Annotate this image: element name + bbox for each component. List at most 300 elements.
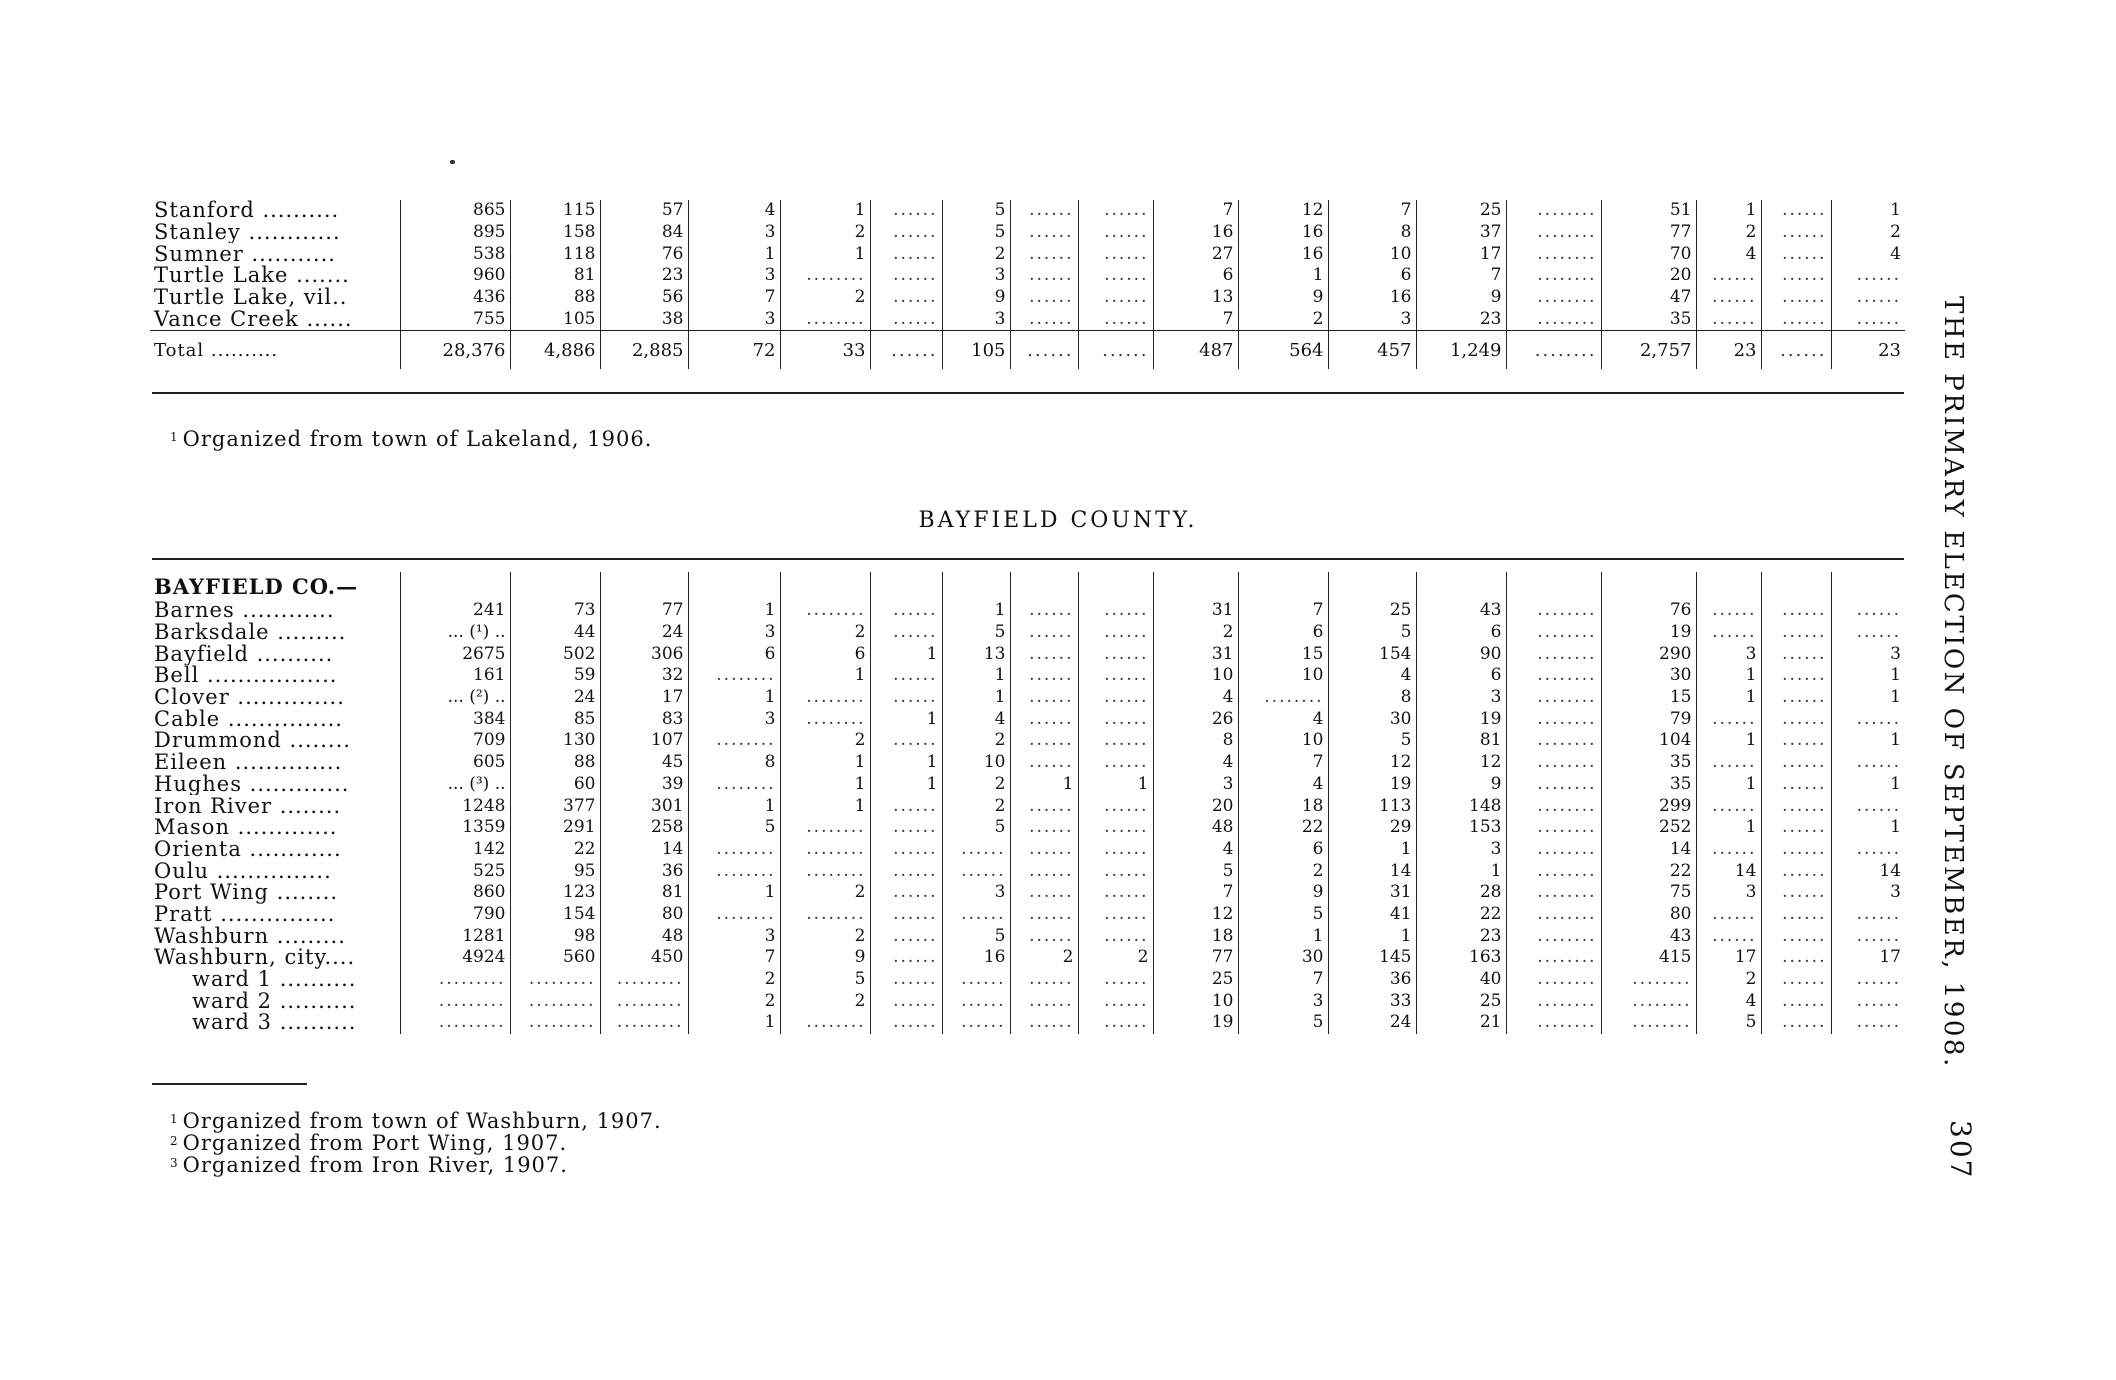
table-cell: 7: [1153, 200, 1238, 222]
table-cell: ......: [870, 600, 942, 622]
table-cell: 3: [1416, 839, 1506, 861]
table-cell: ......: [870, 730, 942, 752]
table-cell: 1: [688, 687, 780, 709]
table-cell: ......: [942, 990, 1010, 1012]
table-cell: 5: [1153, 860, 1238, 882]
table-row: [150, 687, 1905, 709]
table-cell: 28,376: [400, 331, 510, 370]
table-cell: ......: [1010, 925, 1078, 947]
table-cell: 81: [510, 265, 600, 287]
table-cell: ......: [1761, 243, 1831, 265]
row-label: Vance Creek ......: [150, 308, 400, 330]
table-cell: ......: [1010, 643, 1078, 665]
table-cell: 3: [942, 308, 1010, 330]
table-cell: 8: [1153, 730, 1238, 752]
table-cell: ........: [1506, 947, 1601, 969]
table-cell: 10: [1153, 990, 1238, 1012]
footnote-mark: 1: [170, 430, 179, 444]
table-cell: 14: [1328, 860, 1416, 882]
table-cell: 1: [1696, 665, 1761, 687]
table-cell: ......: [1010, 308, 1078, 330]
table-cell: 23: [1416, 308, 1506, 330]
table-cell: ......: [1078, 687, 1153, 709]
table-cell: 145: [1328, 947, 1416, 969]
table-cell: 2: [1238, 308, 1328, 330]
table-cell: 299: [1601, 795, 1696, 817]
table-cell: 3: [1416, 687, 1506, 709]
table-cell: 450: [600, 947, 688, 969]
table-cell: 1: [942, 665, 1010, 687]
table-row: [150, 643, 1905, 665]
table-cell: ......: [870, 200, 942, 222]
table-cell: 22: [1416, 904, 1506, 926]
table-cell: ......: [1761, 200, 1831, 222]
blank-cell: [870, 572, 942, 600]
row-label: Mason .............: [150, 817, 400, 839]
table-row: [150, 882, 1905, 904]
table-cell: 21: [1416, 1012, 1506, 1034]
table-cell: 7: [1153, 308, 1238, 330]
table-row: [150, 969, 1905, 991]
table-cell: 258: [600, 817, 688, 839]
table-row: [150, 287, 1905, 309]
table-cell: ... (¹) ..: [400, 622, 510, 644]
table-cell: 2: [780, 622, 870, 644]
bayfield-table-top-rule: [152, 558, 1904, 560]
table-cell: ......: [1761, 969, 1831, 991]
table-cell: ......: [1696, 904, 1761, 926]
table-cell: .........: [510, 969, 600, 991]
table-cell: 8: [1328, 222, 1416, 244]
table-cell: ......: [1856, 600, 1901, 621]
table-cell: ......: [1761, 839, 1831, 861]
row-label: Total ..........: [150, 331, 400, 370]
table-cell: 161: [400, 665, 510, 687]
table-cell: ......: [1078, 860, 1153, 882]
table-cell: 1: [1890, 773, 1901, 794]
table-cell: ......: [870, 839, 942, 861]
table-cell: 130: [510, 730, 600, 752]
table-cell: 3: [1696, 882, 1761, 904]
blank-cell: [600, 572, 688, 600]
table-cell: 2: [1696, 222, 1761, 244]
table-cell: 95: [510, 860, 600, 882]
table-cell: 17: [1879, 947, 1901, 968]
table-cell: 1: [780, 752, 870, 774]
table-cell: ........: [1506, 730, 1601, 752]
table-cell: ........: [688, 839, 780, 861]
table-cell: ........: [1506, 308, 1601, 330]
table-cell: 23: [1416, 925, 1506, 947]
table-cell: 77: [1601, 222, 1696, 244]
table-cell: ......: [870, 331, 942, 370]
row-label: Bell .................: [150, 665, 400, 687]
table-cell: ......: [1078, 643, 1153, 665]
footnote: [170, 1152, 568, 1176]
table-cell: 6: [1153, 265, 1238, 287]
table-cell: 5: [942, 925, 1010, 947]
table-cell: ......: [1856, 752, 1901, 773]
table-cell: ........: [1506, 222, 1601, 244]
table-cell: ........: [1506, 904, 1601, 926]
table-cell: ......: [1761, 665, 1831, 687]
blank-cell: [400, 572, 510, 600]
table-cell: 15: [1601, 687, 1696, 709]
row-label: Washburn, city....: [150, 947, 400, 969]
table-cell: 4: [1696, 243, 1761, 265]
table-cell: ......: [870, 308, 942, 330]
table-cell: ......: [1696, 622, 1761, 644]
table-cell: ......: [1696, 600, 1761, 622]
table-cell: 154: [1328, 643, 1416, 665]
table-cell: 1: [688, 882, 780, 904]
table-cell: 19: [1416, 708, 1506, 730]
table-row: [150, 904, 1905, 926]
table-cell: 23: [600, 265, 688, 287]
table-cell: 4: [1696, 990, 1761, 1012]
table-cell: ......: [1856, 838, 1901, 859]
table-cell: 30: [1238, 947, 1328, 969]
table-cell: ......: [1010, 600, 1078, 622]
table-cell: ......: [870, 904, 942, 926]
table-cell: 3: [1238, 990, 1328, 1012]
table-cell: 1: [1890, 730, 1901, 751]
table-cell: 1: [780, 200, 870, 222]
table-cell: 5: [1696, 1012, 1761, 1034]
table-cell: 4: [1153, 687, 1238, 709]
table-cell: 3: [688, 222, 780, 244]
table-cell: 10: [942, 752, 1010, 774]
table-cell: 5: [1328, 622, 1416, 644]
table-cell: ......: [1078, 600, 1153, 622]
row-label: Drummond ........: [150, 730, 400, 752]
table-cell: ......: [1761, 774, 1831, 796]
table-cell: ......: [1078, 308, 1153, 330]
table-cell: ........: [1506, 752, 1601, 774]
table-cell: 1: [780, 774, 870, 796]
table-cell: 3: [1696, 643, 1761, 665]
table-cell: 14: [1696, 860, 1761, 882]
table-cell: 158: [510, 222, 600, 244]
table-cell: 6: [688, 643, 780, 665]
table-cell: 123: [510, 882, 600, 904]
table-cell: 7: [1416, 265, 1506, 287]
table-cell: 47: [1601, 287, 1696, 309]
table-cell: ........: [1506, 643, 1601, 665]
table-cell: 16: [1328, 287, 1416, 309]
table-cell: ........: [1506, 665, 1601, 687]
table-cell: 2: [1010, 947, 1078, 969]
table-cell: 44: [510, 622, 600, 644]
footnote-mark: 3: [170, 1156, 179, 1170]
table-cell: ......: [870, 882, 942, 904]
table-cell: ......: [1010, 687, 1078, 709]
blank-cell: [1328, 572, 1416, 600]
table-cell: ........: [780, 817, 870, 839]
table-cell: 457: [1328, 331, 1416, 370]
table-cell: ......: [1078, 200, 1153, 222]
table-cell: ......: [870, 947, 942, 969]
table-cell: ......: [870, 622, 942, 644]
table-cell: 56: [600, 287, 688, 309]
table-cell: ........: [688, 730, 780, 752]
blank-cell: [942, 572, 1010, 600]
table-cell: 22: [1601, 860, 1696, 882]
table-cell: 1: [780, 243, 870, 265]
table-cell: ......: [870, 243, 942, 265]
table-row: [150, 925, 1905, 947]
table-cell: 1: [1696, 817, 1761, 839]
table-row: [150, 752, 1905, 774]
table-cell: ......: [1696, 308, 1761, 330]
table-cell: 6: [780, 643, 870, 665]
table-cell: ......: [1078, 904, 1153, 926]
table-cell: 5: [780, 969, 870, 991]
table-cell: ........: [780, 265, 870, 287]
table-cell: 17: [1416, 243, 1506, 265]
table-cell: 9: [1238, 287, 1328, 309]
table-cell: 1: [688, 243, 780, 265]
table-cell: 24: [600, 622, 688, 644]
table-cell: 1: [942, 600, 1010, 622]
table-cell: 25: [1416, 990, 1506, 1012]
footnote-text: Organized from Port Wing, 1907.: [182, 1131, 568, 1155]
blank-cell: [1696, 572, 1761, 600]
table-cell: 1: [1328, 839, 1416, 861]
table-cell: 45: [600, 752, 688, 774]
table-cell: 23: [1696, 331, 1761, 370]
table-cell: 38: [600, 308, 688, 330]
table-cell: ......: [870, 687, 942, 709]
table-cell: 9: [1416, 287, 1506, 309]
table-row: [150, 200, 1905, 222]
table-cell: ......: [1010, 1012, 1078, 1034]
table-row: [150, 622, 1905, 644]
table-cell: ......: [1856, 308, 1901, 329]
table-cell: 2,757: [1601, 331, 1696, 370]
table-cell: 85: [510, 708, 600, 730]
row-label: Washburn .........: [150, 925, 400, 947]
table-cell: ......: [1010, 904, 1078, 926]
county-heading: BAYFIELD CO.—: [150, 572, 400, 600]
table-row: [150, 265, 1905, 287]
table-cell: 564: [1238, 331, 1328, 370]
table-cell: 77: [1153, 947, 1238, 969]
table-cell: 12: [1238, 200, 1328, 222]
table-cell: ......: [1761, 990, 1831, 1012]
row-label: Bayfield ..........: [150, 643, 400, 665]
blank-cell: [1416, 572, 1506, 600]
table-cell: 57: [600, 200, 688, 222]
table-cell: 70: [1601, 243, 1696, 265]
table-cell: ......: [1010, 817, 1078, 839]
table-cell: 2: [688, 969, 780, 991]
table-cell: 1,249: [1416, 331, 1506, 370]
footnote-mark: 2: [170, 1134, 179, 1148]
table-cell: ......: [1761, 708, 1831, 730]
table-cell: 18: [1153, 925, 1238, 947]
table-cell: 19: [1328, 774, 1416, 796]
table-cell: 2: [688, 990, 780, 1012]
table-cell: 20: [1153, 795, 1238, 817]
row-label: Turtle Lake .......: [150, 265, 400, 287]
table-cell: 1281: [400, 925, 510, 947]
table-cell: 29: [1328, 817, 1416, 839]
table-cell: ........: [1506, 795, 1601, 817]
table-cell: ........: [780, 308, 870, 330]
table-cell: 43: [1601, 925, 1696, 947]
table-cell: ......: [1761, 308, 1831, 330]
table-cell: ......: [1078, 222, 1153, 244]
table-cell: 73: [510, 600, 600, 622]
table-cell: 1: [1696, 774, 1761, 796]
table-cell: ......: [1761, 947, 1831, 969]
table-cell: 2: [942, 774, 1010, 796]
table-cell: ........: [1506, 622, 1601, 644]
table-cell: 48: [600, 925, 688, 947]
table-cell: 3: [1328, 308, 1416, 330]
table-cell: ......: [1761, 287, 1831, 309]
table-cell: ......: [1078, 839, 1153, 861]
table-cell: 895: [400, 222, 510, 244]
table-cell: 1: [942, 687, 1010, 709]
table-cell: 2: [780, 882, 870, 904]
table-cell: 59: [510, 665, 600, 687]
table-cell: 10: [1238, 665, 1328, 687]
table-cell: 755: [400, 308, 510, 330]
footnote-text: Organized from town of Lakeland, 1906.: [182, 427, 653, 451]
table-cell: 14: [1601, 839, 1696, 861]
table-cell: 4: [1890, 243, 1901, 264]
table-cell: ......: [870, 287, 942, 309]
table-cell: 9: [1238, 882, 1328, 904]
table-cell: 39: [600, 774, 688, 796]
blank-cell: [1831, 572, 1905, 600]
table-cell: 3: [942, 882, 1010, 904]
table-cell: ......: [942, 969, 1010, 991]
table-cell: 80: [600, 904, 688, 926]
table-cell: 88: [510, 287, 600, 309]
table-cell: 22: [1238, 817, 1328, 839]
table-cell: .........: [600, 1012, 688, 1034]
row-label: Barnes ............: [150, 600, 400, 622]
table-cell: 35: [1601, 308, 1696, 330]
county-heading-row: [150, 572, 1905, 600]
table-cell: 33: [780, 331, 870, 370]
table-cell: ......: [1078, 969, 1153, 991]
row-label: Sumner ...........: [150, 243, 400, 265]
table-cell: 4: [1328, 665, 1416, 687]
running-title: THE PRIMARY ELECTION OF SEPTEMBER, 1908.: [1938, 296, 1968, 1069]
table-cell: 24: [510, 687, 600, 709]
table-cell: .........: [400, 1012, 510, 1034]
table-cell: 1: [1328, 925, 1416, 947]
table-row: [150, 730, 1905, 752]
table-cell: ........: [1506, 860, 1601, 882]
table-cell: ......: [1078, 265, 1153, 287]
table-cell: 35: [1601, 752, 1696, 774]
table-cell: 3: [688, 925, 780, 947]
table-row: [150, 308, 1905, 330]
table-cell: 5: [942, 222, 1010, 244]
table-cell: 1: [870, 774, 942, 796]
table-cell: 5: [942, 817, 1010, 839]
table-cell: ......: [1696, 925, 1761, 947]
table-cell: ......: [1761, 817, 1831, 839]
table-cell: 142: [400, 839, 510, 861]
table-cell: 3: [688, 265, 780, 287]
row-label: Oulu ...............: [150, 860, 400, 882]
table-cell: 75: [1601, 882, 1696, 904]
table-cell: 105: [510, 308, 600, 330]
blank-cell: [1506, 572, 1601, 600]
row-label: Turtle Lake, vil..: [150, 287, 400, 309]
top-election-table: [150, 200, 1905, 369]
table-cell: ......: [1856, 795, 1901, 816]
table-cell: 1: [1890, 687, 1901, 708]
table-cell: 31: [1328, 882, 1416, 904]
table-cell: 3: [688, 308, 780, 330]
table-row: [150, 817, 1905, 839]
table-cell: ......: [1078, 817, 1153, 839]
table-cell: 9: [1416, 774, 1506, 796]
table-cell: ........: [1506, 687, 1601, 709]
table-cell: 377: [510, 795, 600, 817]
table-cell: 80: [1601, 904, 1696, 926]
row-label: Cable ...............: [150, 708, 400, 730]
top-table-bottom-rule: [152, 392, 1904, 394]
table-cell: 30: [1601, 665, 1696, 687]
table-cell: 16: [942, 947, 1010, 969]
table-cell: 118: [510, 243, 600, 265]
table-cell: ........: [1506, 839, 1601, 861]
table-row: [150, 947, 1905, 969]
table-cell: ........: [688, 774, 780, 796]
table-cell: 77: [600, 600, 688, 622]
table-cell: ......: [1696, 752, 1761, 774]
table-cell: ......: [1078, 1012, 1153, 1034]
table-cell: 48: [1153, 817, 1238, 839]
table-cell: ......: [1856, 708, 1901, 729]
table-cell: ........: [688, 904, 780, 926]
table-cell: ......: [1010, 222, 1078, 244]
table-cell: ........: [1506, 265, 1601, 287]
table-cell: ........: [1506, 882, 1601, 904]
table-cell: 525: [400, 860, 510, 882]
table-cell: 36: [600, 860, 688, 882]
table-cell: ......: [1078, 708, 1153, 730]
table-cell: 19: [1153, 1012, 1238, 1034]
table-cell: 8: [1328, 687, 1416, 709]
table-cell: ......: [1010, 752, 1078, 774]
table-cell: ......: [1078, 622, 1153, 644]
table-cell: 1: [1010, 774, 1078, 796]
table-cell: 2: [780, 925, 870, 947]
table-cell: 1: [1696, 200, 1761, 222]
table-cell: 27: [1153, 243, 1238, 265]
table-cell: 1: [688, 600, 780, 622]
table-cell: ......: [1010, 708, 1078, 730]
table-cell: ......: [1856, 1012, 1901, 1033]
table-cell: ......: [870, 795, 942, 817]
table-row: [150, 774, 1905, 796]
table-row: [150, 708, 1905, 730]
table-cell: 4: [942, 708, 1010, 730]
table-cell: ......: [1856, 287, 1901, 308]
table-cell: 7: [1153, 882, 1238, 904]
table-cell: 7: [688, 947, 780, 969]
table-cell: ......: [1010, 990, 1078, 1012]
